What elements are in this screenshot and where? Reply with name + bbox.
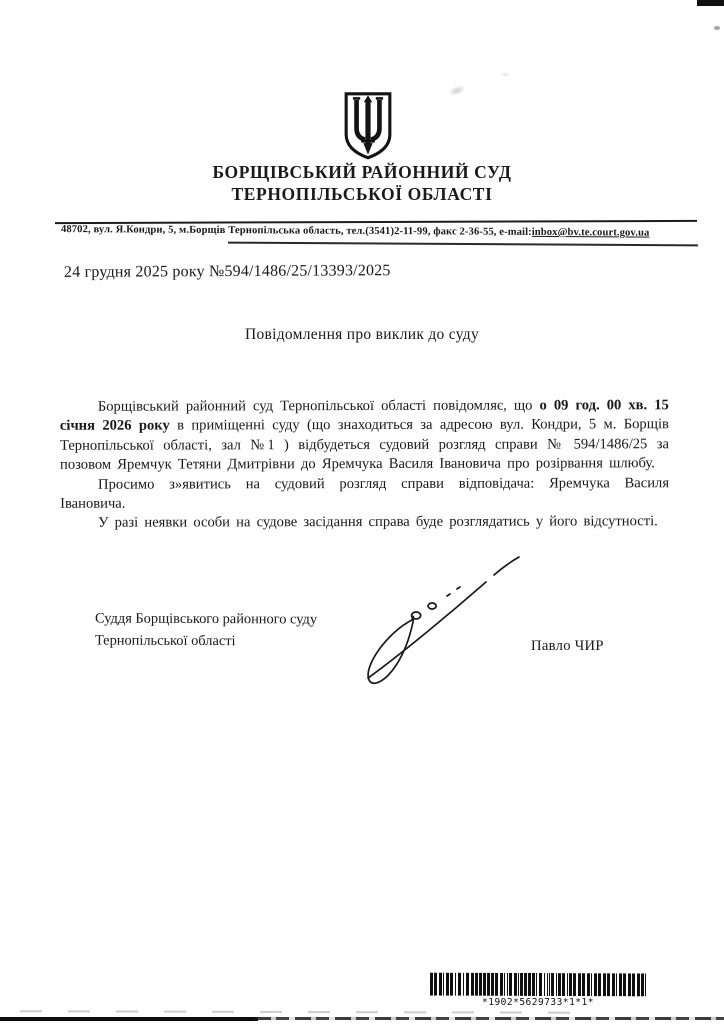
judge-title-line2: Тернопільської області bbox=[94, 632, 236, 649]
date-and-case-number: 24 грудня 2025 року №594/1486/25/13393/2025 bbox=[63, 262, 391, 281]
p1-text-rest: в приміщенні суду (що знаходиться за адресою вул. Кондри, 5 м. Борщів Тернопільської області, зал №1 ) відбудеться судовий розгляд справи № 594/1486/25 за позовом Яремчук Тетяни Дмитрівни до Яремчука Василя Івановича про розірвання шлюбу. bbox=[59, 416, 669, 474]
scan-smudge-artifact bbox=[447, 83, 467, 98]
document-body bbox=[60, 396, 669, 533]
court-email-text: inbox@bv.te.court.gov.ua bbox=[531, 226, 650, 239]
judge-title bbox=[95, 609, 317, 653]
barcode-caption: *1902*5629733*1*1* bbox=[482, 997, 594, 1008]
header-rule-bottom bbox=[228, 242, 698, 246]
court-address-line bbox=[61, 224, 706, 239]
court-name-line1: БОРЩІВСЬКИЙ РАЙОННИЙ СУД bbox=[212, 162, 512, 182]
scan-bottom-edge bbox=[0, 1017, 258, 1021]
barcode-block bbox=[430, 973, 646, 1008]
scan-corner-artifact bbox=[697, 0, 724, 6]
barcode-icon bbox=[430, 973, 646, 997]
body-paragraph-3: У разі неявки особи на судове засідання справа буде розглядатись у його відсутності. bbox=[98, 513, 658, 532]
scan-speck-artifact bbox=[714, 26, 720, 30]
scan-noise-line bbox=[20, 1010, 580, 1013]
court-name-header bbox=[0, 162, 724, 205]
judge-name: Павло ЧИР bbox=[531, 638, 604, 654]
scan-smudge-artifact bbox=[500, 72, 510, 77]
p1-hearing-datetime-bold: о 09 год. 00 хв. 15 січня 2026 року bbox=[59, 397, 669, 435]
body-paragraph-1 bbox=[60, 396, 669, 475]
address-text: 48702, вул. Я.Кондри, 5, м.Борщів Тернопільська область, тел.(3541)2-11-99, факс 2-36-55, e-mail: bbox=[60, 224, 532, 238]
court-name-line2: ТЕРНОПІЛЬСЬКОЇ ОБЛАСТІ bbox=[231, 183, 493, 204]
body-paragraph-2: Просимо з»явитись на судовий розгляд справи відповідача: Яремчука Василя Івановича. bbox=[60, 474, 670, 512]
document-title: Повідомлення про виклик до суду bbox=[244, 326, 480, 343]
handwritten-signature-icon bbox=[356, 556, 526, 692]
p1-text-start: Борщівський районний суд Тернопільської області повідомляє, що bbox=[97, 397, 540, 415]
ukraine-trident-emblem-icon bbox=[342, 91, 394, 161]
judge-title-line1: Суддя Борщівського районного суду bbox=[95, 610, 318, 628]
scan-bottom-edge-dashes bbox=[255, 1017, 724, 1020]
